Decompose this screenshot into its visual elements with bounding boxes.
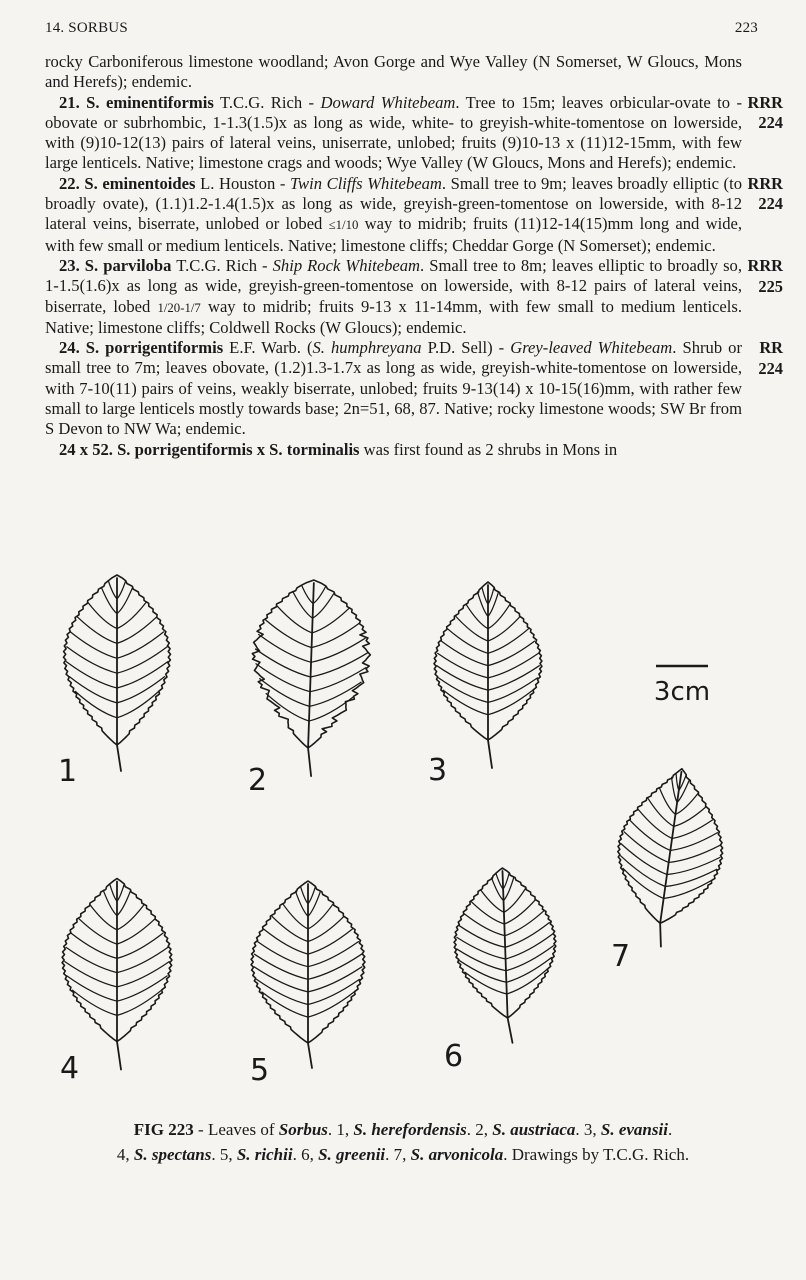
- text-run: . Drawings by T.C.G. Rich.: [503, 1145, 690, 1164]
- leaf-drawing-3: [434, 582, 542, 768]
- text-run: T.C.G. Rich -: [213, 92, 321, 112]
- text-run: 4,: [116, 1145, 134, 1164]
- leaf-number-label: 3: [428, 753, 448, 788]
- text-run: rocky Carboniferous limestone woodland; Avon Gorge and Wye Valley (N Somerset, W Gloucs, Mons and Herefs); endemic.: [45, 52, 742, 92]
- text-run: L. Houston -: [195, 173, 291, 193]
- running-header: 14. SORBUS: [45, 20, 128, 36]
- text-run: .: [667, 1120, 673, 1139]
- leaf-drawing-6: [452, 866, 560, 1044]
- text-run: was first found as 2 shrubs in Mons in: [359, 439, 618, 459]
- leaf-number-label: 7: [611, 939, 631, 974]
- text-run: S. richii: [236, 1145, 293, 1164]
- text-run: . Small tree to 8m; leaves elliptic to broadly so, 1-1.5(1.6)x as long as wide, greyish-green-tomentose on lowerside, with 8-12 pairs of lateral veins, biserrate, lobed: [45, 255, 742, 316]
- text-run: . Tree to 15m; leaves orbicular-ovate to -obovate or subrhombic, 1-1.3(1.5)x as long as wide, white- to greyish-white-tomentose on lowerside, with (9)10-12(13) pairs of lateral veins, uniserrate, unlobed; fruits (9)10-13 x (11)12-15mm, with few large lenticels. Native; limestone crags and woods; Wye Valley (W Gloucs, Mons and Herefs); endemic.: [45, 92, 742, 173]
- text-run: 23. S. parviloba: [59, 255, 172, 275]
- leaf-drawing-4: [62, 879, 172, 1070]
- caption-line: [0, 1142, 806, 1167]
- text-run: Ship Rock Whitebeam: [272, 255, 421, 275]
- text-run: FIG 223: [133, 1120, 194, 1139]
- figure-caption: [0, 1117, 806, 1167]
- text-run: P.D. Sell) -: [421, 338, 511, 358]
- text-run: 21. S. eminentiformis: [59, 92, 214, 112]
- text-run: Sorbus: [278, 1120, 328, 1139]
- text-run: S. austriaca: [492, 1120, 576, 1139]
- leaf-drawing-5: [251, 881, 365, 1068]
- text-run: . 3,: [575, 1120, 601, 1139]
- text-run: S. evansii: [600, 1120, 668, 1139]
- leaf-midrib-stem: [307, 583, 318, 776]
- text-run: 22. S. eminentoides: [59, 173, 196, 193]
- leaf-drawing-7: [605, 761, 734, 953]
- rarity-code: RRR: [747, 92, 783, 112]
- text-run: S. spectans: [133, 1145, 212, 1164]
- text-run: . 2,: [466, 1120, 493, 1139]
- text-run: way to midrib; fruits (11)12-14(15)mm long and wide, with few small or medium lenticels. Native; limestone cliffs; Cheddar Gorge (N Somerset); endemic.: [45, 214, 742, 255]
- scale-bar-label: 3cm: [653, 677, 711, 707]
- text-run: . 6,: [292, 1145, 319, 1164]
- leaf-drawing-2: [248, 578, 373, 778]
- text-run: ≤1/10: [328, 218, 359, 233]
- text-run: way to midrib; fruits 9-13 x 11-14mm, with few small to medium lenticels. Native; limestone cliffs; Coldwell Rocks (W Gloucs); endemic.: [45, 296, 742, 337]
- text-run: - Leaves of: [193, 1120, 279, 1139]
- text-run: . 7,: [385, 1145, 411, 1164]
- leaf-drawing-1: [64, 575, 171, 771]
- rarity-code: RR: [759, 338, 783, 358]
- text-run: Doward Whitebeam: [320, 92, 456, 112]
- page-number: 223: [734, 20, 758, 36]
- text-run: . 5,: [211, 1145, 237, 1164]
- text-run: S. greenii: [318, 1145, 386, 1164]
- rarity-code: RRR: [747, 173, 783, 193]
- text-run: . Small tree to 9m; leaves broadly elliptic (to broadly ovate), (1.1)1.2-1.4(1.5)x as long as wide, greyish-green-tomentose on lowerside, with 8-12 lateral veins, biserrate, unlobed or lobed: [45, 173, 742, 234]
- rarity-code: RRR: [747, 255, 783, 275]
- text-run: S. humphreyana: [312, 338, 422, 358]
- text-run: . 1,: [327, 1120, 354, 1139]
- text-run: Twin Cliffs Whitebeam: [290, 173, 442, 193]
- text-run: 1/20-1/7: [157, 300, 201, 315]
- text-run: E.F. Warb. (: [223, 338, 313, 358]
- text-run: 24 x 52. S. porrigentiformis x S. torminalis: [59, 439, 360, 459]
- leaf-number-label: 5: [250, 1053, 270, 1088]
- text-run: S. herefordensis: [353, 1120, 467, 1139]
- text-run: . Shrub or small tree to 7m; leaves obovate, (1.2)1.3-1.7x as long as wide, greyish-white-tomentose on lowerside, with 7-10(11) pairs of veins, weakly biserrate, unlobed; fruits 9-13(14) x 10-15(16)mm, with rather few small to large lenticels mostly towards base; 2n=51, 68, 87. Native; rocky limestone woods; SW Br from S Devon to NW Wa; endemic.: [45, 338, 742, 439]
- figure-page-ref: 224: [758, 113, 783, 133]
- leaf-midrib-stem: [117, 882, 121, 1070]
- leaf-number-label: 4: [60, 1051, 80, 1086]
- figure-page-ref: 224: [758, 358, 783, 378]
- leaf-number-label: 1: [58, 754, 78, 789]
- caption-line: [0, 1117, 806, 1142]
- text-run: S. arvonicola: [410, 1145, 504, 1164]
- text-run: Grey-leaved Whitebeam: [510, 338, 673, 358]
- figure-page-ref: 224: [758, 194, 783, 214]
- figure-page-ref: 225: [758, 276, 783, 296]
- text-run: T.C.G. Rich -: [171, 255, 273, 275]
- leaf-number-label: 2: [248, 763, 268, 798]
- text-run: 24. S. porrigentiformis: [59, 338, 224, 358]
- leaf-number-label: 6: [444, 1039, 464, 1074]
